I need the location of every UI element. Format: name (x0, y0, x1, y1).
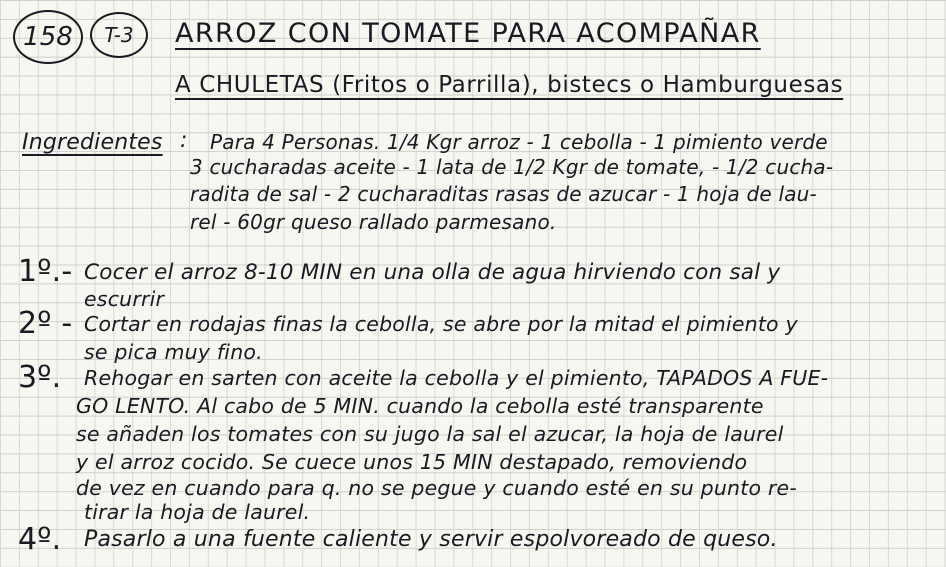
ingredients-colon: : (180, 128, 188, 153)
recipe-code: T-3 (104, 23, 134, 47)
step-line: se añaden los tomates con su jugo la sal el azucar, la hoja de laurel (76, 422, 784, 446)
step-number: 4º. (18, 522, 62, 557)
step-number: 1º.- (18, 254, 73, 289)
step-line: Cortar en rodajas finas la cebolla, se abre por la mitad el pimiento y (84, 312, 798, 336)
step-line: y el arroz cocido. Se cuece unos 15 MIN destapado, removiendo (76, 450, 748, 474)
recipe-number: 158 (23, 22, 73, 52)
ingredients-line: Para 4 Personas. 1/4 Kgr arroz - 1 cebolla - 1 pimiento verde (210, 130, 828, 154)
ingredients-line: radita de sal - 2 cucharaditas rasas de azucar - 1 hoja de lau- (190, 182, 817, 206)
step-line: escurrir (84, 287, 165, 311)
step-number: 3º. (18, 360, 62, 395)
recipe-title-line-2: A CHULETAS (Fritos o Parrilla), bistecs o Hamburguesas (175, 72, 844, 98)
ingredients-line: rel - 60gr queso rallado parmesano. (190, 210, 557, 234)
step-line: de vez en cuando para q. no se pegue y cuando esté en su punto re- (76, 476, 797, 500)
step-line: Pasarlo a una fuente caliente y servir espolvoreado de queso. (84, 527, 778, 552)
step-line: se pica muy fino. (84, 340, 263, 364)
recipe-title-line-1: ARROZ CON TOMATE PARA ACOMPAÑAR (175, 18, 761, 49)
step-line: Rehogar en sarten con aceite la cebolla y el pimiento, TAPADOS A FUE- (84, 366, 829, 390)
recipe-code-badge (90, 12, 148, 58)
step-line: Cocer el arroz 8-10 MIN en una olla de agua hirviendo con sal y (84, 260, 781, 285)
step-number: 2º - (18, 306, 73, 341)
ingredients-line: 3 cucharadas aceite - 1 lata de 1/2 Kgr de tomate, - 1/2 cucha- (190, 155, 834, 179)
step-line: GO LENTO. Al cabo de 5 MIN. cuando la cebolla esté transparente (76, 394, 764, 418)
ingredients-label: Ingredientes (22, 130, 163, 155)
step-line: tirar la hoja de laurel. (84, 500, 311, 524)
recipe-number-badge (13, 10, 83, 64)
